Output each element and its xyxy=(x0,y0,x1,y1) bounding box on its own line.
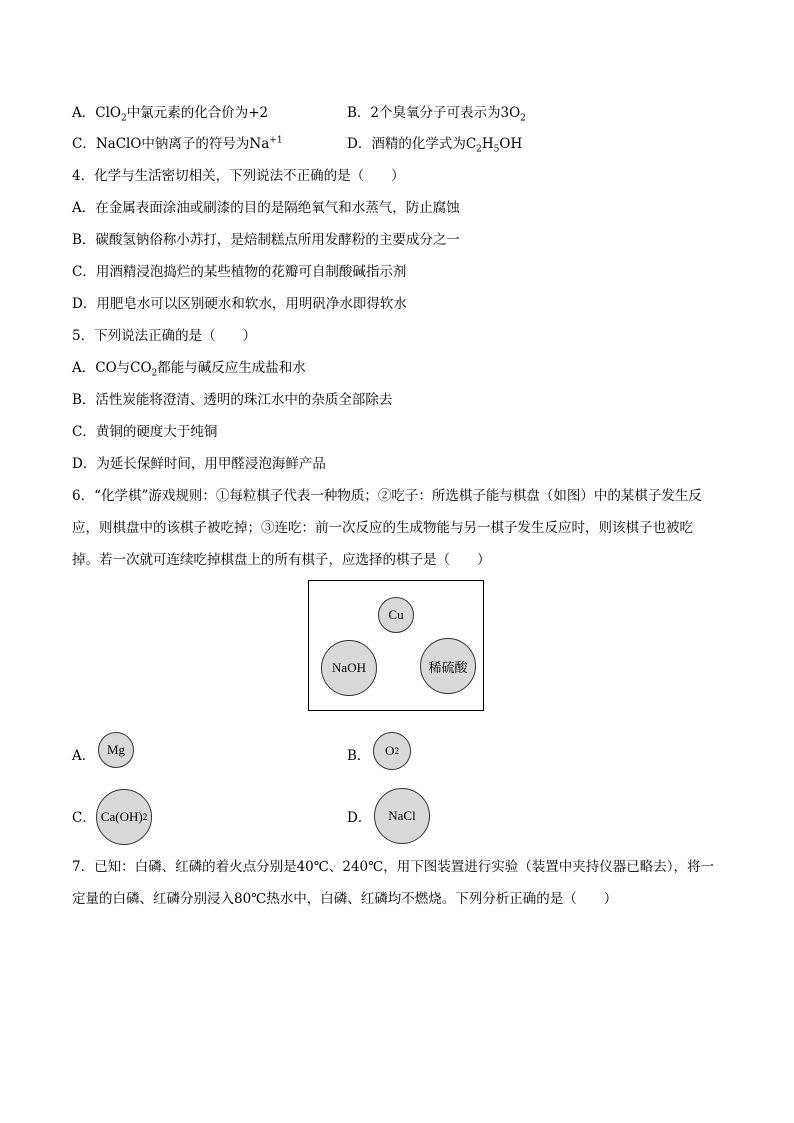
q7-stem-line2: 定量的白磷、红磷分别浸入80℃热水中，白磷、红磷均不燃烧。下列分析正确的是（ ） xyxy=(72,891,618,907)
q6-option-a-label: A． xyxy=(72,748,96,764)
q3-option-d: D．酒精的化学式为$C_2H_5OH$ xyxy=(347,136,523,155)
q4-option-a: A．在金属表面涂油或刷漆的目的是隔绝氧气和水蒸气，防止腐蚀 xyxy=(72,200,460,216)
q6-option-d-label: D． xyxy=(347,810,372,826)
q5-stem: 5．下列说法正确的是（ ） xyxy=(72,328,257,344)
chess-board xyxy=(308,580,484,711)
q6-stem-line1: 6．“化学棋”游戏规则：①每粒棋子代表一种物质；②吃子：所选棋子能与棋盘（如图）中的某棋子发生反 xyxy=(72,488,702,504)
q4-option-d: D．用肥皂水可以区别硬水和软水，用明矾净水即得软水 xyxy=(72,296,407,312)
q4-option-c: C．用酒精浸泡捣烂的某些植物的花瓣可自制酸碱指示剂 xyxy=(72,264,407,280)
q3-option-a: A．ClO$_2$中氯元素的化合价为+2 xyxy=(72,105,269,124)
q7-stem-line1: 7．已知：白磷、红磷的着火点分别是40℃、240℃，用下图装置进行实验（装置中夹持仪器已略去），将一 xyxy=(72,859,714,875)
q6-option-b-piece: O 2 xyxy=(373,732,411,770)
q5-option-b: B．活性炭能将澄清、透明的珠江水中的杂质全部除去 xyxy=(72,392,393,408)
q6-option-b-label: B． xyxy=(347,748,371,764)
q6-option-d-piece: NaCl xyxy=(374,788,430,844)
q6-stem-line3: 掉。若一次就可连续吃掉棋盘上的所有棋子，应选择的棋子是（ ） xyxy=(72,552,491,568)
q5-option-d: D．为延长保鲜时间，用甲醛浸泡海鲜产品 xyxy=(72,456,326,472)
q3-option-c: C．NaClO中钠离子的符号为$Na^{+1}$ xyxy=(72,135,283,152)
piece-cu: Cu xyxy=(378,597,414,633)
q6-stem-line2: 应，则棋盘中的该棋子被吃掉；③连吃：前一次反应的生成物能与另一棋子发生反应时，则该棋子也被吃 xyxy=(72,520,693,536)
piece-dilute-sulfuric-acid: 稀硫酸 xyxy=(420,638,476,694)
q6-option-a-piece: Mg xyxy=(98,732,134,768)
piece-naoh: NaOH xyxy=(321,640,377,696)
q6-option-c-label: C． xyxy=(72,810,96,826)
q5-option-c: C．黄铜的硬度大于纯铜 xyxy=(72,424,218,440)
q5-option-a: A．CO与$CO_2$都能与碱反应生成盐和水 xyxy=(72,360,306,379)
q4-stem: 4．化学与生活密切相关，下列说法不正确的是（ ） xyxy=(72,168,405,184)
q4-option-b: B．碳酸氢钠俗称小苏打，是焙制糕点所用发酵粉的主要成分之一 xyxy=(72,232,460,248)
q3-option-b: B．2个臭氧分子可表示为$3O_2$ xyxy=(347,105,526,124)
q6-option-c-piece: Ca(OH) 2 xyxy=(96,789,152,845)
